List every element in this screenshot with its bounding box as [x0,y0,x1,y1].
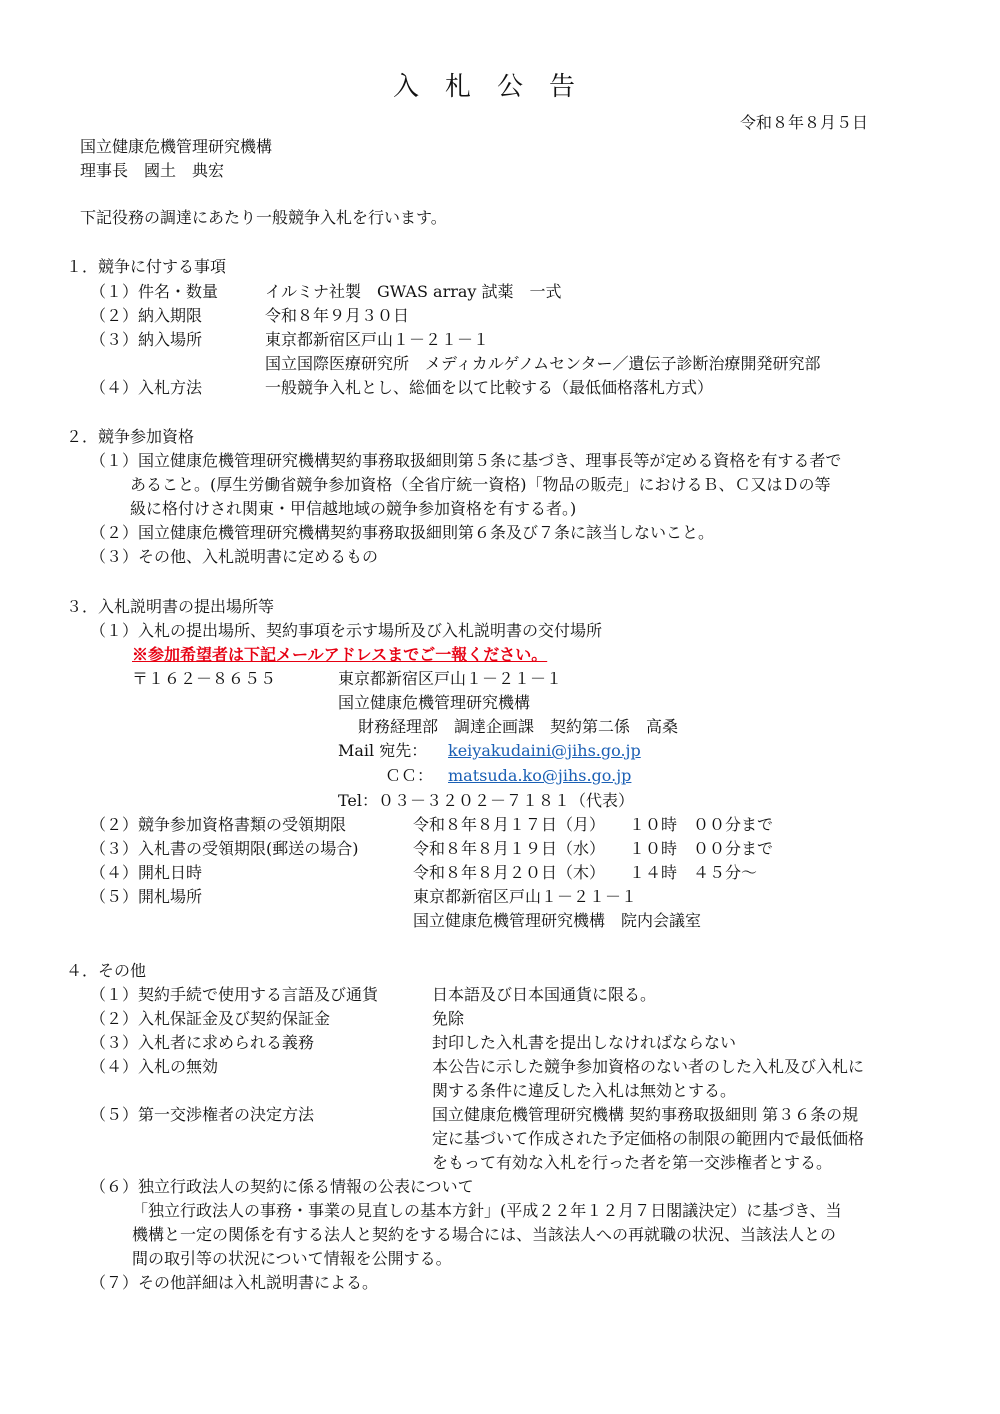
s4-item6-line3: 間の取引等の状況について情報を公開する。 [132,1249,452,1268]
intro-text: 下記役務の調達にあたり一般競争入札を行います。 [80,208,447,227]
s3-row-value: 令和８年８月２０日（木） １４時 ４５分～ [413,863,758,882]
s4-item5-value-line3: をもって有効な入札を行った者を第一交渉権者とする。 [432,1153,833,1172]
s4-item6-line1: 「独立行政法人の事務・事業の見直しの基本方針」(平成２２年１２月７日閣議決定）に基づき、当 [132,1201,842,1220]
postal-code: 〒１６２－８６５５ [132,669,277,688]
s1-item-value: 令和８年９月３０日 [265,306,410,325]
section4-heading: ４．その他 [66,961,147,980]
s1-item-value: 東京都新宿区戸山１－２１－１ [265,330,490,349]
s1-item-label: （１）件名・数量 [90,282,219,301]
s3-row-value: 令和８年８月１９日（水） １０時 ００分まで [413,839,774,858]
s4-item5-value-line1: 国立健康危機管理研究機構 契約事務取扱細則 第３６条の規 [432,1105,859,1124]
section1-heading: １．競争に付する事項 [66,257,227,276]
s1-item-label: （３）納入場所 [90,330,203,349]
s4-item6-line2: 機構と一定の関係を有する法人と契約をする場合には、当該法人への再就職の状況、当該法人との [132,1225,837,1244]
cc-link[interactable]: matsuda.ko@jihs.go.jp [448,766,632,785]
mail-link[interactable]: keiyakudaini@jihs.go.jp [448,741,641,760]
cc-label: ＣＣ： [385,766,434,785]
s4-item5-value-line2: 定に基づいて作成された予定価格の制限の範囲内で最低価格 [432,1129,865,1148]
contact-dept: 財務経理部 調達企画課 契約第二係 高桑 [358,717,679,736]
section2-heading: ２．競争参加資格 [66,427,195,446]
s4-item6-label: （６）独立行政法人の契約に係る情報の公表について [90,1177,474,1196]
s4-item2-value: 免除 [432,1009,465,1028]
contact-org: 国立健康危機管理研究機構 [338,693,531,712]
s2-item1-line3: 級に格付けされ関東・甲信越地域の競争参加資格を有する者。) [130,499,577,518]
s4-item2-label: （２）入札保証金及び契約保証金 [90,1009,331,1028]
notice-date: 令和８年８月５日 [740,113,869,132]
red-notice: ※参加希望者は下記メールアドレスまでご一報ください。 [132,645,548,664]
s3-row-value: 令和８年８月１７日（月） １０時 ００分まで [413,815,774,834]
s1-item-value: 一般競争入札とし、総価を以て比較する（最低価格落札方式） [265,378,714,397]
issuer-person: 理事長 國土 典宏 [80,161,225,180]
s4-item5-label: （５）第一交渉権者の決定方法 [90,1105,315,1124]
s1-item-value: イルミナ社製 GWAS array 試薬 一式 [265,282,562,301]
s3-row-label: （３）入札書の受領期限(郵送の場合) [90,839,359,858]
s2-item2: （２）国立健康危機管理研究機構契約事務取扱細則第６条及び７条に該当しないこと。 [90,523,715,542]
page-title: 入札公告 [393,72,602,102]
s4-item7: （７）その他詳細は入札説明書による。 [90,1273,379,1292]
issuer-org: 国立健康危機管理研究機構 [80,137,273,156]
s4-item4-value-line1: 本公告に示した競争参加資格のない者のした入札及び入札に [432,1057,865,1076]
s3-row-value: 東京都新宿区戸山１－２１－１ [413,887,638,906]
s4-item1-label: （１）契約手続で使用する言語及び通貨 [90,985,379,1004]
s2-item1-line2: あること。(厚生労働省競争参加資格（全省庁統一資格)「物品の販売」におけるＢ、Ｃ又はＤの等 [130,475,831,494]
s3-row-label: （２）競争参加資格書類の受領期限 [90,815,347,834]
s2-item1-line1: （１）国立健康危機管理研究機構契約事務取扱細則第５条に基づき、理事長等が定める資格を有する者で [90,451,842,470]
contact-tel: Tel：０３－３２０２－７１８１（代表） [338,791,635,810]
s4-item4-value-line2: 関する条件に違反した入札は無効とする。 [432,1081,737,1100]
s1-item-value-2: 国立国際医療研究所 メディカルゲノムセンター／遺伝子診断治療開発研究部 [265,354,821,373]
s4-item3-value: 封印した入札書を提出しなければならない [432,1033,737,1052]
s3-item1: （１）入札の提出場所、契約事項を示す場所及び入札説明書の交付場所 [90,621,603,640]
s1-item-label: （４）入札方法 [90,378,203,397]
s2-item3: （３）その他、入札説明書に定めるもの [90,547,379,566]
s1-item-label: （２）納入期限 [90,306,203,325]
s3-row-label: （５）開札場所 [90,887,203,906]
section3-heading: ３．入札説明書の提出場所等 [66,597,275,616]
s3-row-value-2: 国立健康危機管理研究機構 院内会議室 [413,911,702,930]
s4-item1-value: 日本語及び日本国通貨に限る。 [432,985,657,1004]
s4-item3-label: （３）入札者に求められる義務 [90,1033,315,1052]
contact-address: 東京都新宿区戸山１－２１－１ [338,669,563,688]
mail-label: Mail 宛先： [338,741,428,760]
s3-row-label: （４）開札日時 [90,863,203,882]
s4-item4-label: （４）入札の無効 [90,1057,219,1076]
